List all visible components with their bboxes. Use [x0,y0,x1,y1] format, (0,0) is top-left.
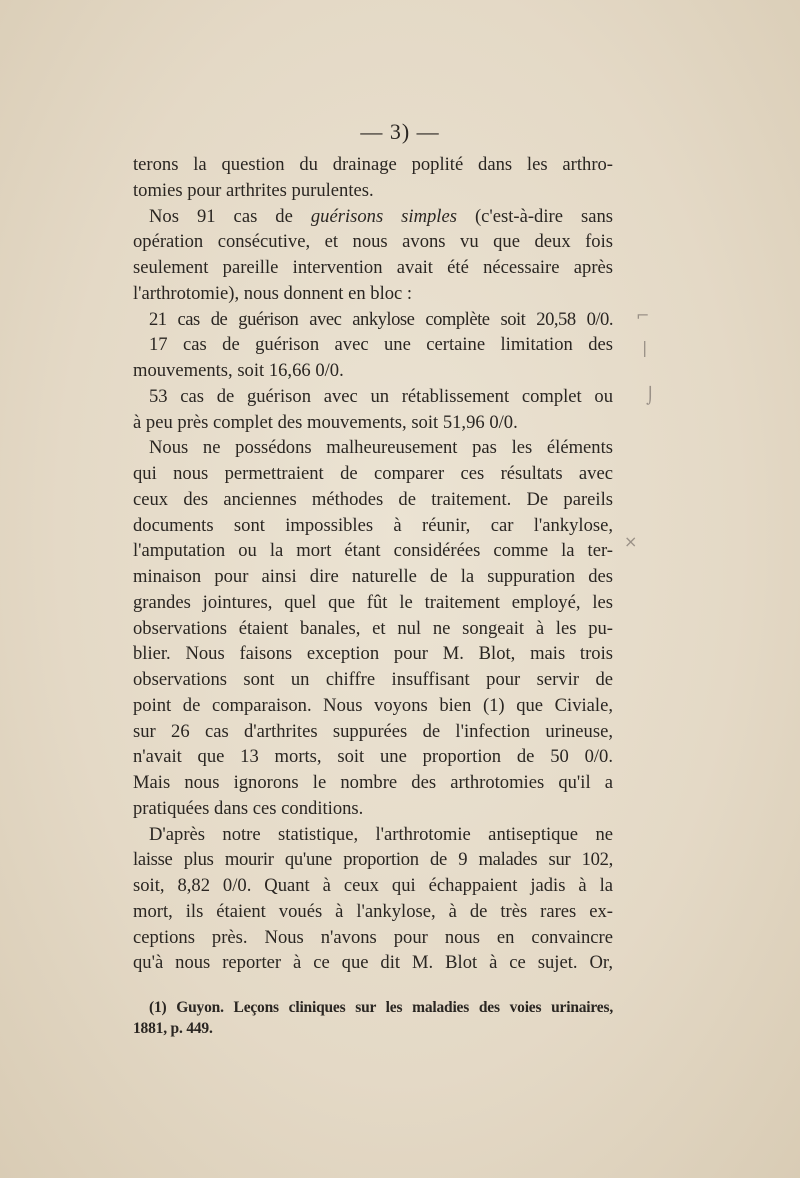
paragraph-5 [133,384,613,436]
text-line: à peu près complet des mouvements, soit 51,96 0/0. [133,411,518,433]
text-segment: Nos 91 cas de [149,205,311,227]
text-line: 17 cas de guérison avec une certaine limitation des [149,334,613,356]
text-line: n'avait que 13 morts, soit une proportion de 50 0/0. [133,746,613,768]
paragraph-4 [133,332,613,384]
text-line: l'amputation ou la mort étant considérées comme la ter- [133,540,613,562]
text-line: blier. Nous faisons exception pour M. Blot, mais trois [133,643,613,665]
body-text [133,152,613,976]
footnote-line: (1) Guyon. Leçons cliniques sur les maladies des voies urinaires, [149,999,613,1016]
margin-mark: ⌡ [646,386,655,405]
page-number: — 3) — [360,119,440,144]
text-line: qu'à nous reporter à ce que dit M. Blot à ce sujet. Or, [133,952,613,974]
text-line [133,204,613,230]
text-line: minaison pour ainsi dire naturelle de la suppuration des [133,566,613,587]
text-line: grandes jointures, quel que fût le traitement employé, les [133,591,613,613]
text-line: point de comparaison. Nous voyons bien (1) que Civiale, [133,694,613,716]
paragraph-7 [133,822,613,977]
margin-mark: × [624,532,638,551]
paragraph-1 [133,152,613,204]
emphasis-text: guérisons simples [310,205,457,227]
text-line: 53 cas de guérison avec un rétablissement complet ou [149,385,613,407]
text-line: opération consécutive, et nous avons vu que deux fois [133,231,613,253]
paragraph-2 [133,204,613,307]
text-line: Mais nous ignorons le nombre des arthrotomies qu'il a [133,772,613,793]
text-segment: (c'est-à-dire sans [456,205,613,227]
text-line: tomies pour arthrites purulentes. [133,179,374,201]
text-line: l'arthrotomie), nous donnent en bloc : [133,282,413,304]
text-line: D'après notre statistique, l'arthrotomie antiseptique ne [149,823,613,845]
text-line: observations étaient banales, et nul ne songeait à les pu- [133,617,613,639]
paragraph-3 [133,307,613,333]
margin-mark: | [642,338,648,357]
text-line: mouvements, soit 16,66 0/0. [133,360,344,381]
text-line: terons la question du drainage poplité dans les arthro- [133,154,613,175]
footnote-line: 1881, p. 449. [133,1020,213,1037]
paragraph-6 [133,435,613,821]
text-line: ceux des anciennes méthodes de traitement. De pareils [133,488,613,510]
footnote [133,997,613,1039]
text-line: qui nous permettraient de comparer ces résultats avec [133,463,613,484]
text-line: pratiquées dans ces conditions. [133,797,364,819]
text-line: documents sont impossibles à réunir, car l'ankylose, [133,514,613,536]
margin-mark: ⌐ [636,306,650,325]
text-line: ceptions près. Nous n'avons pour nous en convaincre [133,926,613,948]
text-line: observations sont un chiffre insuffisant pour servir de [133,669,613,690]
text-line: Nous ne possédons malheureusement pas les éléments [149,437,613,459]
text-line: 21 cas de guérison avec ankylose complète soit 20,58 0/0. [149,308,613,330]
text-line: sur 26 cas d'arthrites suppurées de l'infection urineuse, [133,720,613,742]
text-line: mort, ils étaient voués à l'ankylose, à de très rares ex- [133,900,613,922]
text-line: seulement pareille intervention avait été nécessaire après [133,257,613,278]
text-line: soit, 8,82 0/0. Quant à ceux qui échappaient jadis à la [133,875,613,896]
text-line: laisse plus mourir qu'une proportion de 9 malades sur 102, [133,849,613,871]
